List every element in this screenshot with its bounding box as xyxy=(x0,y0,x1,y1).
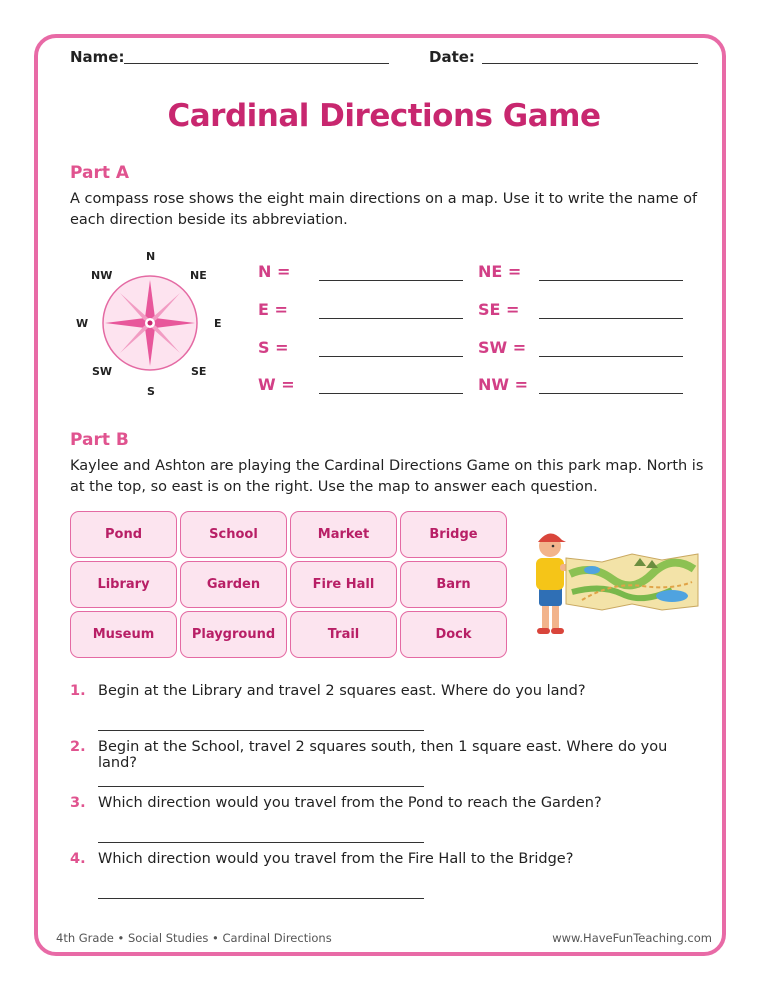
grid-cell-school: School xyxy=(180,511,287,558)
dir-label-sw: SW = xyxy=(478,338,527,357)
grid-cell-bridge: Bridge xyxy=(400,511,507,558)
dir-label-s: S = xyxy=(258,338,289,357)
rose-label-n: N xyxy=(146,250,156,263)
rose-label-s: S xyxy=(147,385,155,398)
dir-label-n: N = xyxy=(258,262,291,281)
dir-label-e: E = xyxy=(258,300,288,319)
question-number-1: 1. xyxy=(70,683,86,699)
grid-cell-museum: Museum xyxy=(70,611,177,658)
question-text-2: Begin at the School, travel 2 squares south, then 1 square east. Where do you land? xyxy=(98,739,668,771)
footer-subject: Social Studies xyxy=(127,931,209,945)
dir-label-ne: NE = xyxy=(478,262,522,281)
part-a-heading: Part A xyxy=(70,163,130,183)
date-line[interactable] xyxy=(482,63,698,64)
bullet-icon: • xyxy=(117,931,128,945)
part-b-instructions: Kaylee and Ashton are playing the Cardinal Directions Game on this park map. North is at the top, so east is on the right. Use the map to answer each question. xyxy=(70,458,704,495)
name-label: Name: xyxy=(70,48,125,66)
dir-label-w: W = xyxy=(258,375,295,394)
dir-label-se: SE = xyxy=(478,300,520,319)
answer-line-se[interactable] xyxy=(539,318,683,319)
part-a-instructions: A compass rose shows the eight main directions on a map. Use it to write the name of each direction beside its abbreviation. xyxy=(70,191,698,228)
answer-line-s[interactable] xyxy=(319,356,463,357)
answer-line-q4[interactable] xyxy=(98,898,424,899)
rose-label-sw: SW xyxy=(92,365,113,378)
answer-line-q2[interactable] xyxy=(98,786,424,787)
answer-line-q1[interactable] xyxy=(98,730,424,731)
footer-topic: Cardinal Directions xyxy=(222,931,332,945)
answer-line-w[interactable] xyxy=(319,393,463,394)
footer-breadcrumb xyxy=(56,931,332,945)
footer-website[interactable]: www.HaveFunTeaching.com xyxy=(552,931,712,945)
name-line[interactable] xyxy=(124,63,389,64)
question-text-3: Which direction would you travel from the Pond to reach the Garden? xyxy=(98,795,602,811)
question-text-1: Begin at the Library and travel 2 squares east. Where do you land? xyxy=(98,683,586,699)
question-number-4: 4. xyxy=(70,851,86,867)
grid-cell-market: Market xyxy=(290,511,397,558)
page-title: Cardinal Directions Game xyxy=(167,98,601,134)
grid-cell-pond: Pond xyxy=(70,511,177,558)
answer-line-ne[interactable] xyxy=(539,280,683,281)
boy-with-map-illustration xyxy=(522,524,702,644)
bullet-icon: • xyxy=(212,931,223,945)
answer-line-sw[interactable] xyxy=(539,356,683,357)
grid-cell-barn: Barn xyxy=(400,561,507,608)
answer-line-q3[interactable] xyxy=(98,842,424,843)
grid-cell-trail: Trail xyxy=(290,611,397,658)
answer-line-nw[interactable] xyxy=(539,393,683,394)
park-map-grid xyxy=(70,511,508,661)
date-label: Date: xyxy=(429,48,475,66)
grid-cell-playground: Playground xyxy=(180,611,287,658)
footer-grade: 4th Grade xyxy=(56,931,114,945)
answer-line-n[interactable] xyxy=(319,280,463,281)
rose-label-nw: NW xyxy=(91,269,113,282)
rose-label-e: E xyxy=(214,317,222,330)
rose-label-ne: NE xyxy=(190,269,207,282)
grid-cell-garden: Garden xyxy=(180,561,287,608)
grid-cell-fire-hall: Fire Hall xyxy=(290,561,397,608)
question-text-4: Which direction would you travel from the Fire Hall to the Bridge? xyxy=(98,851,574,867)
rose-label-w: W xyxy=(76,317,89,330)
dir-label-nw: NW = xyxy=(478,375,529,394)
grid-cell-library: Library xyxy=(70,561,177,608)
question-number-3: 3. xyxy=(70,795,86,811)
grid-cell-dock: Dock xyxy=(400,611,507,658)
part-b-heading: Part B xyxy=(70,430,129,450)
answer-line-e[interactable] xyxy=(319,318,463,319)
question-number-2: 2. xyxy=(70,739,86,755)
rose-label-se: SE xyxy=(191,365,207,378)
